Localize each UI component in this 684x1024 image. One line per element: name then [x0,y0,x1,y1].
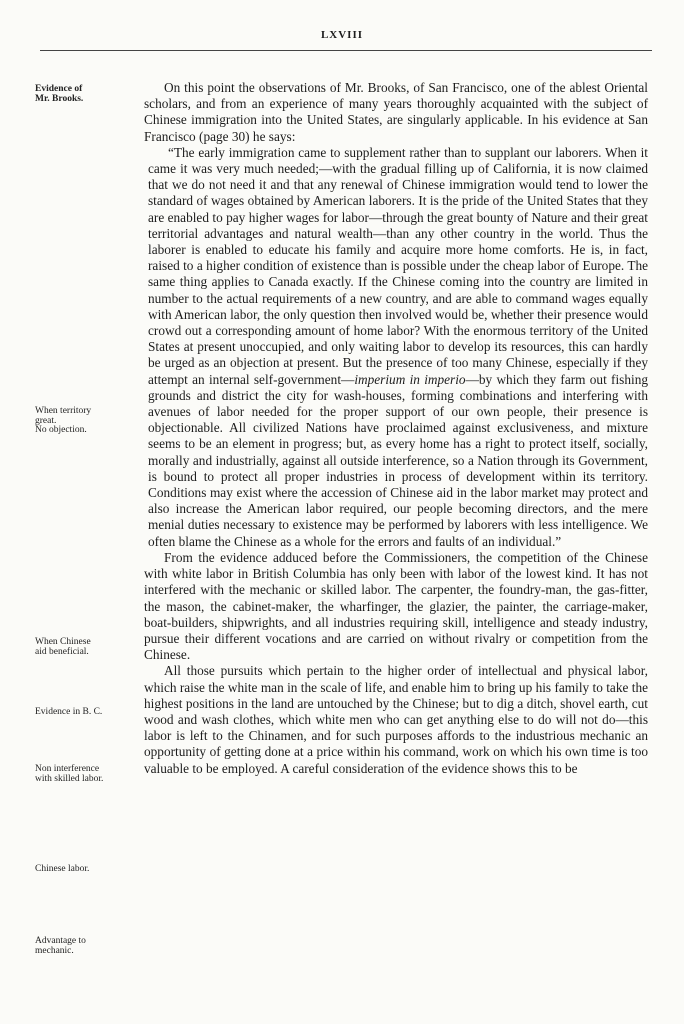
sidenote-line: Chinese labor. [35,864,90,874]
latin-phrase: imperium in imperio [354,371,466,387]
quote-text-end: —by which they farm out fishing grounds and district the city for wash-houses, forming combinations and interfering with avenues of labor needed for the proper support of our own people, their presence is objectionable. All civilized Nations have proclaimed against exclusiveness, and mixture seems to be an element in progress; but, as every home has a right to protect itself, socially, morally and industrially, against all outside interference, so a Nation through its Government, is bound to protect all proper industries in process of development within its territory. Conditions may exist where the accession of Chinese aid in the labor market may protect and also increase the American labor required, our people becoming directors, and the mere menial duties necessary to existence may be performed by laborers with less intelligence. We often blame the Chinese as a whole for the errors and faults of an individual.” [148,371,648,549]
sidenote-line: No objection. [35,425,87,435]
paragraph-brooks-intro: On this point the observations of Mr. Brooks, of San Francisco, one of the ablest Oriental scholars, and from an experience of many years thoroughly acquainted with the subject of Chinese immigration into the United States, are singularly applicable. In his evidence at San Francisco (page 30) he says: [144,80,648,144]
sidenote-evidence-bc [35,708,143,718]
sidenote-line: Mr. Brooks. [35,93,84,104]
sidenote-chinese-labor [35,865,143,875]
body-text [144,80,648,777]
sidenote-evidence-brooks [35,85,143,104]
sidenote-line: Non interference [35,764,100,774]
sidenote-line: aid beneficial. [35,646,89,657]
paragraph-bc-evidence: From the evidence adduced before the Commissioners, the competition of the Chinese with white labor in British Columbia has only been with labor of the lowest kind. It has not interfered with the mechanic or skilled labor. The carpenter, the foundry-man, the gas-fitter, the mason, the cabinet-maker, the wharfinger, the glazier, the painter, the carriage-maker, boat-builders, shipwrights, and all industries requiring skill, intelligence and steady industry, pursue their different vocations and are carried on without rivalry or competition from the Chinese. [144,549,648,663]
quote-text-start: “The early immigration came to supplement rather than to supplant our laborers. When it came it was very much needed;—with the gradual filling up of California, it is now claimed that we do not need it and that any renewal of Chinese immigration would tend to lower the standard of wages obtained by American laborers. It is the pride of the United States that they are enabled to pay higher wages for labor—through the great bounty of Nature and their great territorial advantages and natural wealth—than any other country in the world. Thus the laborer is enabled to educate his family and acquire more home comforts. He is, in fact, raised to a higher condition of existence than is possible under the cheap labor of Europe. The same thing applies to Canada exactly. If the Chinese coming into the country are limited in number to the actual requirements of a new country, and are able to command wages equally with American labor, the only question then involved would be, whether their presence would crowd out a corresponding amount of home labor? With the enormous territory of the United States at present unoccupied, and only waiting labor to develop its resources, this can hardly be urged as an objection at present. But the presence of too many Chinese, especially if they attempt an internal self-government— [148,144,648,387]
sidenote-line: Advantage to [35,936,86,946]
paragraph-brooks-quote [144,145,648,550]
sidenote-line: great. [35,415,57,426]
sidenote-line: mechanic. [35,945,74,956]
sidenote-line: with skilled labor. [35,773,104,784]
sidenote-chinese-aid [35,638,143,657]
sidenote-non-interference [35,765,143,784]
sidenote-line: When Chinese [35,637,91,647]
paragraph-higher-pursuits: All those pursuits which pertain to the higher order of intellectual and physical labor, which raise the white man in the scale of life, and enable him to bring up his family to take the highest positions in the land are untouched by the Chinese; but to dig a ditch, shovel earth, cut wood and wash clothes, which white men who can get anything else to do will not do—this labor is left to the Chinamen, and for such purposes affords to the industrious mechanic an opportunity of getting done at a price within his command, work on which his own time is too valuable to be employed. A careful consideration of the evidence shows this to be [144,663,648,776]
sidenote-advantage [35,937,143,956]
sidenote-line: Evidence in B. C. [35,707,103,717]
header-rule [40,50,652,51]
sidenote-territory [35,407,143,436]
sidenote-line: When territory [35,406,92,416]
sidenote-line: Evidence of [35,84,83,94]
page-number: LXVIII [320,29,364,41]
